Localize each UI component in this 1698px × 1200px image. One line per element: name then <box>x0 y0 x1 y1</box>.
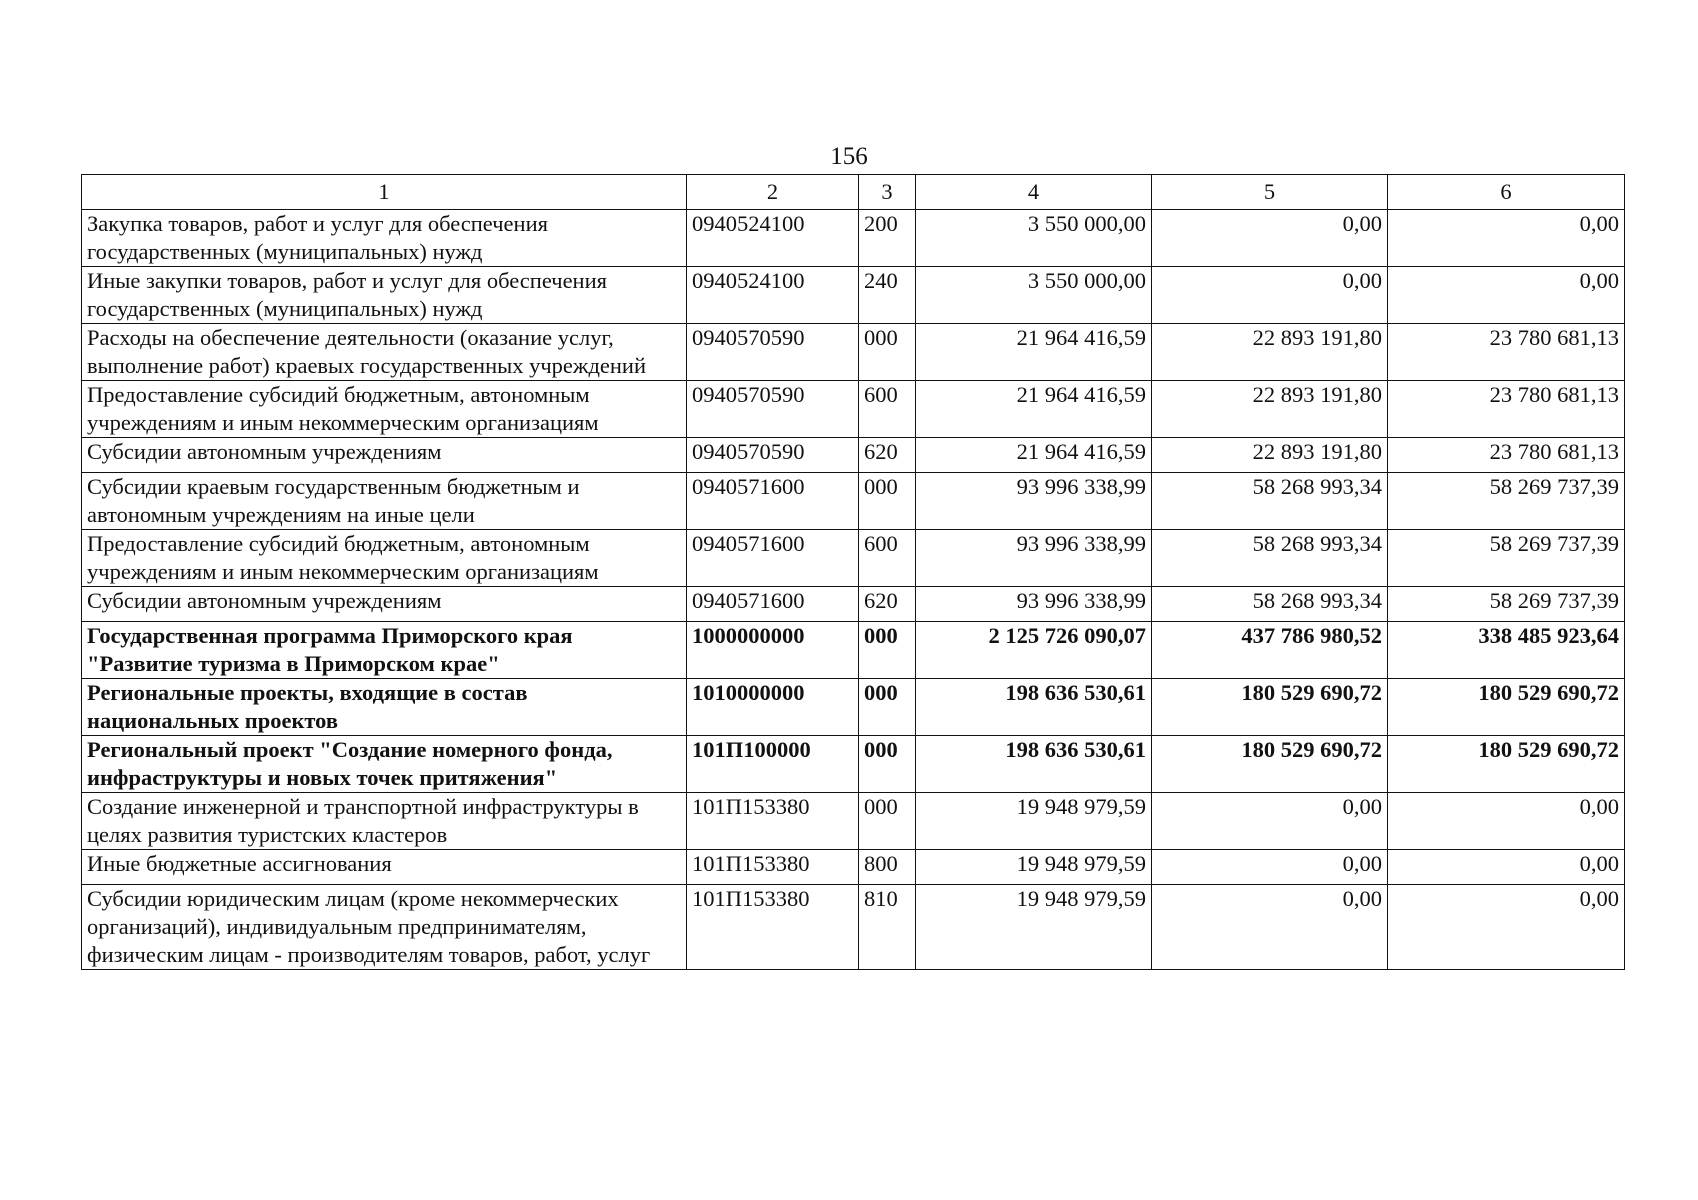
row-amount-col6: 338 485 923,64 <box>1388 622 1625 679</box>
row-name: Субсидии автономным учреждениям <box>82 587 687 622</box>
row-amount-col6: 23 780 681,13 <box>1388 381 1625 438</box>
row-amount-col5: 58 268 993,34 <box>1152 530 1388 587</box>
row-amount-col6: 0,00 <box>1388 210 1625 267</box>
row-group: 000 <box>859 793 916 850</box>
row-amount-col6: 58 269 737,39 <box>1388 530 1625 587</box>
row-code: 0940524100 <box>687 210 859 267</box>
row-amount-col5: 180 529 690,72 <box>1152 679 1388 736</box>
row-amount-col6: 0,00 <box>1388 267 1625 324</box>
row-group: 810 <box>859 885 916 970</box>
row-amount-col6: 23 780 681,13 <box>1388 324 1625 381</box>
row-amount-col5: 0,00 <box>1152 210 1388 267</box>
row-code: 101П153380 <box>687 850 859 885</box>
row-amount-col4: 3 550 000,00 <box>916 210 1152 267</box>
row-group: 000 <box>859 324 916 381</box>
row-name: Государственная программа Приморского края "Развитие туризма в Приморском крае" <box>82 622 687 679</box>
row-amount-col4: 21 964 416,59 <box>916 324 1152 381</box>
header-col-4: 4 <box>916 175 1152 210</box>
row-name: Закупка товаров, работ и услуг для обеспечения государственных (муниципальных) нужд <box>82 210 687 267</box>
table-row <box>82 622 1625 679</box>
row-name: Иные закупки товаров, работ и услуг для обеспечения государственных (муниципальных) нужд <box>82 267 687 324</box>
row-amount-col5: 437 786 980,52 <box>1152 622 1388 679</box>
page-number: 156 <box>830 143 868 170</box>
row-amount-col5: 58 268 993,34 <box>1152 587 1388 622</box>
header-col-6: 6 <box>1388 175 1625 210</box>
row-group: 000 <box>859 679 916 736</box>
header-col-1: 1 <box>82 175 687 210</box>
row-amount-col6: 0,00 <box>1388 885 1625 970</box>
row-name: Расходы на обеспечение деятельности (оказание услуг, выполнение работ) краевых государственных учреждений <box>82 324 687 381</box>
table-row <box>82 885 1625 970</box>
row-amount-col4: 21 964 416,59 <box>916 381 1152 438</box>
row-name: Иные бюджетные ассигнования <box>82 850 687 885</box>
row-group: 000 <box>859 736 916 793</box>
row-amount-col6: 0,00 <box>1388 850 1625 885</box>
row-name: Предоставление субсидий бюджетным, автономным учреждениям и иным некоммерческим организациям <box>82 381 687 438</box>
row-code: 0940570590 <box>687 324 859 381</box>
row-amount-col4: 93 996 338,99 <box>916 473 1152 530</box>
row-name: Субсидии юридическим лицам (кроме некоммерческих организаций), индивидуальным предпринимателям, физическим лицам - производителям товаров, работ, услуг <box>82 885 687 970</box>
row-name: Предоставление субсидий бюджетным, автономным учреждениям и иным некоммерческим организациям <box>82 530 687 587</box>
row-name: Субсидии автономным учреждениям <box>82 438 687 473</box>
header-col-3: 3 <box>859 175 916 210</box>
table-row <box>82 324 1625 381</box>
budget-table <box>81 174 1625 970</box>
row-amount-col4: 19 948 979,59 <box>916 850 1152 885</box>
row-group: 620 <box>859 438 916 473</box>
row-amount-col5: 22 893 191,80 <box>1152 324 1388 381</box>
table-row <box>82 381 1625 438</box>
row-amount-col5: 0,00 <box>1152 885 1388 970</box>
row-amount-col4: 21 964 416,59 <box>916 438 1152 473</box>
row-code: 101П100000 <box>687 736 859 793</box>
row-name: Региональные проекты, входящие в состав национальных проектов <box>82 679 687 736</box>
row-amount-col4: 198 636 530,61 <box>916 679 1152 736</box>
table-row <box>82 473 1625 530</box>
row-amount-col6: 0,00 <box>1388 793 1625 850</box>
row-amount-col5: 0,00 <box>1152 850 1388 885</box>
row-amount-col6: 180 529 690,72 <box>1388 736 1625 793</box>
table-row <box>82 587 1625 622</box>
table-row <box>82 438 1625 473</box>
row-code: 1010000000 <box>687 679 859 736</box>
row-name: Субсидии краевым государственным бюджетным и автономным учреждениям на иные цели <box>82 473 687 530</box>
row-group: 200 <box>859 210 916 267</box>
row-amount-col6: 180 529 690,72 <box>1388 679 1625 736</box>
table-row <box>82 850 1625 885</box>
row-code: 0940571600 <box>687 587 859 622</box>
row-code: 0940571600 <box>687 530 859 587</box>
row-amount-col4: 19 948 979,59 <box>916 885 1152 970</box>
row-group: 620 <box>859 587 916 622</box>
row-amount-col6: 58 269 737,39 <box>1388 473 1625 530</box>
row-amount-col5: 0,00 <box>1152 793 1388 850</box>
row-amount-col4: 93 996 338,99 <box>916 530 1152 587</box>
row-amount-col4: 2 125 726 090,07 <box>916 622 1152 679</box>
row-group: 240 <box>859 267 916 324</box>
row-group: 000 <box>859 622 916 679</box>
row-amount-col4: 19 948 979,59 <box>916 793 1152 850</box>
row-amount-col4: 93 996 338,99 <box>916 587 1152 622</box>
row-name: Региональный проект "Создание номерного фонда, инфраструктуры и новых точек притяжения" <box>82 736 687 793</box>
row-amount-col5: 58 268 993,34 <box>1152 473 1388 530</box>
row-amount-col5: 22 893 191,80 <box>1152 381 1388 438</box>
row-amount-col6: 23 780 681,13 <box>1388 438 1625 473</box>
row-code: 0940570590 <box>687 438 859 473</box>
row-code: 0940524100 <box>687 267 859 324</box>
row-amount-col5: 0,00 <box>1152 267 1388 324</box>
header-col-2: 2 <box>687 175 859 210</box>
table-row <box>82 267 1625 324</box>
row-group: 600 <box>859 530 916 587</box>
header-col-5: 5 <box>1152 175 1388 210</box>
table-row <box>82 736 1625 793</box>
row-code: 0940570590 <box>687 381 859 438</box>
row-amount-col4: 198 636 530,61 <box>916 736 1152 793</box>
row-amount-col5: 22 893 191,80 <box>1152 438 1388 473</box>
table-row <box>82 210 1625 267</box>
row-group: 800 <box>859 850 916 885</box>
row-code: 1000000000 <box>687 622 859 679</box>
row-name: Создание инженерной и транспортной инфраструктуры в целях развития туристских кластеров <box>82 793 687 850</box>
row-code: 0940571600 <box>687 473 859 530</box>
row-group: 000 <box>859 473 916 530</box>
header-row <box>82 175 1625 210</box>
row-code: 101П153380 <box>687 793 859 850</box>
row-amount-col6: 58 269 737,39 <box>1388 587 1625 622</box>
row-amount-col4: 3 550 000,00 <box>916 267 1152 324</box>
row-group: 600 <box>859 381 916 438</box>
table-row <box>82 530 1625 587</box>
row-amount-col5: 180 529 690,72 <box>1152 736 1388 793</box>
row-code: 101П153380 <box>687 885 859 970</box>
table-row <box>82 793 1625 850</box>
table-row <box>82 679 1625 736</box>
